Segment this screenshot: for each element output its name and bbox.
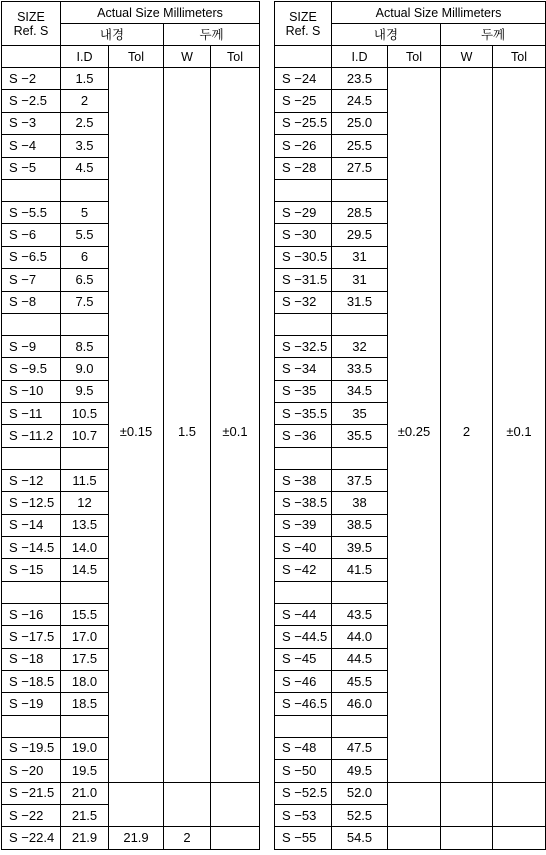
id-cell: 10.5 — [61, 403, 109, 425]
size-cell: S −31.5 — [275, 269, 332, 291]
size-cell: S −26 — [275, 135, 332, 157]
size-cell: S −12 — [2, 469, 61, 491]
tol-column-header: Tol — [109, 46, 164, 68]
id-cell — [332, 313, 388, 335]
size-cell: S −28 — [275, 157, 332, 179]
size-cell: S −20 — [2, 760, 61, 782]
size-cell: S −40 — [275, 537, 332, 559]
size-cell: S −46 — [275, 670, 332, 692]
size-cell: S −25 — [275, 90, 332, 112]
size-cell: S −15 — [2, 559, 61, 581]
tol2-column-header: Tol — [493, 46, 546, 68]
id-cell: 24.5 — [332, 90, 388, 112]
id-cell: 43.5 — [332, 603, 388, 625]
w-column-header: W — [441, 46, 493, 68]
id-cell: 19.5 — [61, 760, 109, 782]
last-w-cell: 2 — [164, 827, 211, 849]
size-cell: S −38.5 — [275, 492, 332, 514]
id-cell: 52.5 — [332, 804, 388, 826]
size-cell — [275, 715, 332, 737]
id-cell: 2 — [61, 90, 109, 112]
size-cell: S −52.5 — [275, 782, 332, 804]
last-tol2-cell — [211, 827, 260, 849]
id-cell: 33.5 — [332, 358, 388, 380]
id-cell: 21.5 — [61, 804, 109, 826]
id-cell: 8.5 — [61, 335, 109, 357]
id-cell: 18.5 — [61, 693, 109, 715]
table-row — [2, 827, 260, 849]
table-row — [275, 827, 546, 849]
id-cell — [332, 715, 388, 737]
size-table-left — [1, 1, 260, 850]
id-cell: 27.5 — [332, 157, 388, 179]
size-cell: S −46.5 — [275, 693, 332, 715]
size-cell: S −42 — [275, 559, 332, 581]
size-cell: S −7 — [2, 269, 61, 291]
id-column-header: I.D — [332, 46, 388, 68]
id-cell: 54.5 — [332, 827, 388, 849]
w-column-header: W — [164, 46, 211, 68]
size-subheader — [275, 46, 332, 68]
id-cell: 28.5 — [332, 201, 388, 223]
size-cell: S −18 — [2, 648, 61, 670]
id-cell: 31 — [332, 269, 388, 291]
size-cell: S −44.5 — [275, 626, 332, 648]
size-cell: S −11 — [2, 403, 61, 425]
size-cell — [275, 179, 332, 201]
id-cell: 19.0 — [61, 737, 109, 759]
id-cell: 38 — [332, 492, 388, 514]
id-cell: 39.5 — [332, 537, 388, 559]
id-cell — [332, 447, 388, 469]
size-cell: S −45 — [275, 648, 332, 670]
id-column-header: I.D — [61, 46, 109, 68]
id-cell: 47.5 — [332, 737, 388, 759]
inner-diameter-header: 내경 — [332, 24, 441, 46]
size-cell: S −9 — [2, 335, 61, 357]
size-cell: S −14.5 — [2, 537, 61, 559]
size-cell: S −29 — [275, 201, 332, 223]
w-cell: 1.5 — [164, 68, 211, 783]
size-cell: S −9.5 — [2, 358, 61, 380]
size-cell: S −14 — [2, 514, 61, 536]
size-cell: S −2 — [2, 68, 61, 90]
size-cell: S −3 — [2, 112, 61, 134]
table-row — [275, 782, 546, 804]
id-cell: 17.0 — [61, 626, 109, 648]
size-cell: S −34 — [275, 358, 332, 380]
id-cell: 29.5 — [332, 224, 388, 246]
w-blank-cell — [164, 782, 211, 827]
size-cell: S −22 — [2, 804, 61, 826]
id-cell: 14.5 — [61, 559, 109, 581]
id-cell: 35 — [332, 403, 388, 425]
id-cell: 44.0 — [332, 626, 388, 648]
size-cell: S −39 — [275, 514, 332, 536]
size-cell: S −5.5 — [2, 201, 61, 223]
size-cell: S −32.5 — [275, 335, 332, 357]
tol-blank-cell — [109, 782, 164, 827]
id-cell: 6 — [61, 246, 109, 268]
id-cell: 41.5 — [332, 559, 388, 581]
size-cell: S −30 — [275, 224, 332, 246]
size-cell: S −16 — [2, 603, 61, 625]
size-cell: S −35.5 — [275, 403, 332, 425]
id-cell: 31.5 — [332, 291, 388, 313]
tol-cell: ±0.25 — [388, 68, 441, 783]
id-cell — [61, 581, 109, 603]
id-cell: 35.5 — [332, 425, 388, 447]
id-cell — [332, 179, 388, 201]
size-cell: S −12.5 — [2, 492, 61, 514]
id-cell: 5.5 — [61, 224, 109, 246]
thickness-header: 두께 — [164, 24, 260, 46]
w-blank-cell — [441, 782, 493, 827]
id-cell: 38.5 — [332, 514, 388, 536]
last-tol2-cell — [493, 827, 546, 849]
id-cell: 2.5 — [61, 112, 109, 134]
inner-diameter-header: 내경 — [61, 24, 164, 46]
id-cell: 49.5 — [332, 760, 388, 782]
last-tol-cell: 21.9 — [109, 827, 164, 849]
size-cell: S −8 — [2, 291, 61, 313]
size-cell — [2, 313, 61, 335]
size-cell: S −4 — [2, 135, 61, 157]
size-cell: S −2.5 — [2, 90, 61, 112]
id-cell: 18.0 — [61, 670, 109, 692]
size-cell: S −44 — [275, 603, 332, 625]
id-cell — [61, 179, 109, 201]
w-cell: 2 — [441, 68, 493, 783]
size-cell: S −32 — [275, 291, 332, 313]
size-header: SIZE Ref. S — [2, 2, 61, 46]
size-cell — [275, 313, 332, 335]
id-cell: 17.5 — [61, 648, 109, 670]
tol2-cell: ±0.1 — [211, 68, 260, 783]
tol2-cell: ±0.1 — [493, 68, 546, 783]
size-cell: S −55 — [275, 827, 332, 849]
size-header: SIZE Ref. S — [275, 2, 332, 46]
table-row — [2, 782, 260, 804]
id-cell: 15.5 — [61, 603, 109, 625]
id-cell: 23.5 — [332, 68, 388, 90]
id-cell: 13.5 — [61, 514, 109, 536]
tol2-blank-cell — [211, 782, 260, 827]
id-cell: 4.5 — [61, 157, 109, 179]
id-cell: 46.0 — [332, 693, 388, 715]
size-table-right — [274, 1, 546, 850]
tol2-blank-cell — [493, 782, 546, 827]
id-cell: 9.5 — [61, 380, 109, 402]
id-cell: 52.0 — [332, 782, 388, 804]
id-cell: 9.0 — [61, 358, 109, 380]
size-cell: S −11.2 — [2, 425, 61, 447]
size-cell: S −36 — [275, 425, 332, 447]
size-cell: S −17.5 — [2, 626, 61, 648]
id-cell: 11.5 — [61, 469, 109, 491]
size-cell: S −21.5 — [2, 782, 61, 804]
id-cell: 25.5 — [332, 135, 388, 157]
size-cell — [275, 581, 332, 603]
table-row — [275, 68, 546, 90]
id-cell: 5 — [61, 201, 109, 223]
actual-size-header: Actual Size Millimeters — [332, 2, 546, 24]
id-cell — [61, 447, 109, 469]
size-cell: S −19.5 — [2, 737, 61, 759]
size-cell — [2, 179, 61, 201]
size-cell: S −30.5 — [275, 246, 332, 268]
id-cell — [61, 715, 109, 737]
thickness-header: 두께 — [441, 24, 546, 46]
id-cell: 25.0 — [332, 112, 388, 134]
size-cell: S −5 — [2, 157, 61, 179]
size-cell — [2, 715, 61, 737]
size-cell: S −6 — [2, 224, 61, 246]
size-cell: S −48 — [275, 737, 332, 759]
id-cell — [61, 313, 109, 335]
id-cell: 21.9 — [61, 827, 109, 849]
tol-column-header: Tol — [388, 46, 441, 68]
id-cell: 10.7 — [61, 425, 109, 447]
size-cell: S −19 — [2, 693, 61, 715]
size-cell: S −35 — [275, 380, 332, 402]
id-cell: 44.5 — [332, 648, 388, 670]
size-cell: S −24 — [275, 68, 332, 90]
id-cell: 45.5 — [332, 670, 388, 692]
size-cell: S −22.4 — [2, 827, 61, 849]
id-cell: 1.5 — [61, 68, 109, 90]
size-cell — [2, 581, 61, 603]
size-cell: S −25.5 — [275, 112, 332, 134]
id-cell — [332, 581, 388, 603]
tol2-column-header: Tol — [211, 46, 260, 68]
size-cell: S −10 — [2, 380, 61, 402]
tol-blank-cell — [388, 782, 441, 827]
id-cell: 34.5 — [332, 380, 388, 402]
tol-cell: ±0.15 — [109, 68, 164, 783]
actual-size-header: Actual Size Millimeters — [61, 2, 260, 24]
id-cell: 12 — [61, 492, 109, 514]
size-cell: S −50 — [275, 760, 332, 782]
size-cell — [2, 447, 61, 469]
id-cell: 14.0 — [61, 537, 109, 559]
id-cell: 7.5 — [61, 291, 109, 313]
size-cell: S −53 — [275, 804, 332, 826]
id-cell: 3.5 — [61, 135, 109, 157]
id-cell: 37.5 — [332, 469, 388, 491]
size-cell — [275, 447, 332, 469]
size-subheader — [2, 46, 61, 68]
id-cell: 31 — [332, 246, 388, 268]
id-cell: 6.5 — [61, 269, 109, 291]
table-row — [2, 68, 260, 90]
last-tol-cell — [388, 827, 441, 849]
id-cell: 21.0 — [61, 782, 109, 804]
size-cell: S −6.5 — [2, 246, 61, 268]
size-cell: S −38 — [275, 469, 332, 491]
id-cell: 32 — [332, 335, 388, 357]
last-w-cell — [441, 827, 493, 849]
size-cell: S −18.5 — [2, 670, 61, 692]
